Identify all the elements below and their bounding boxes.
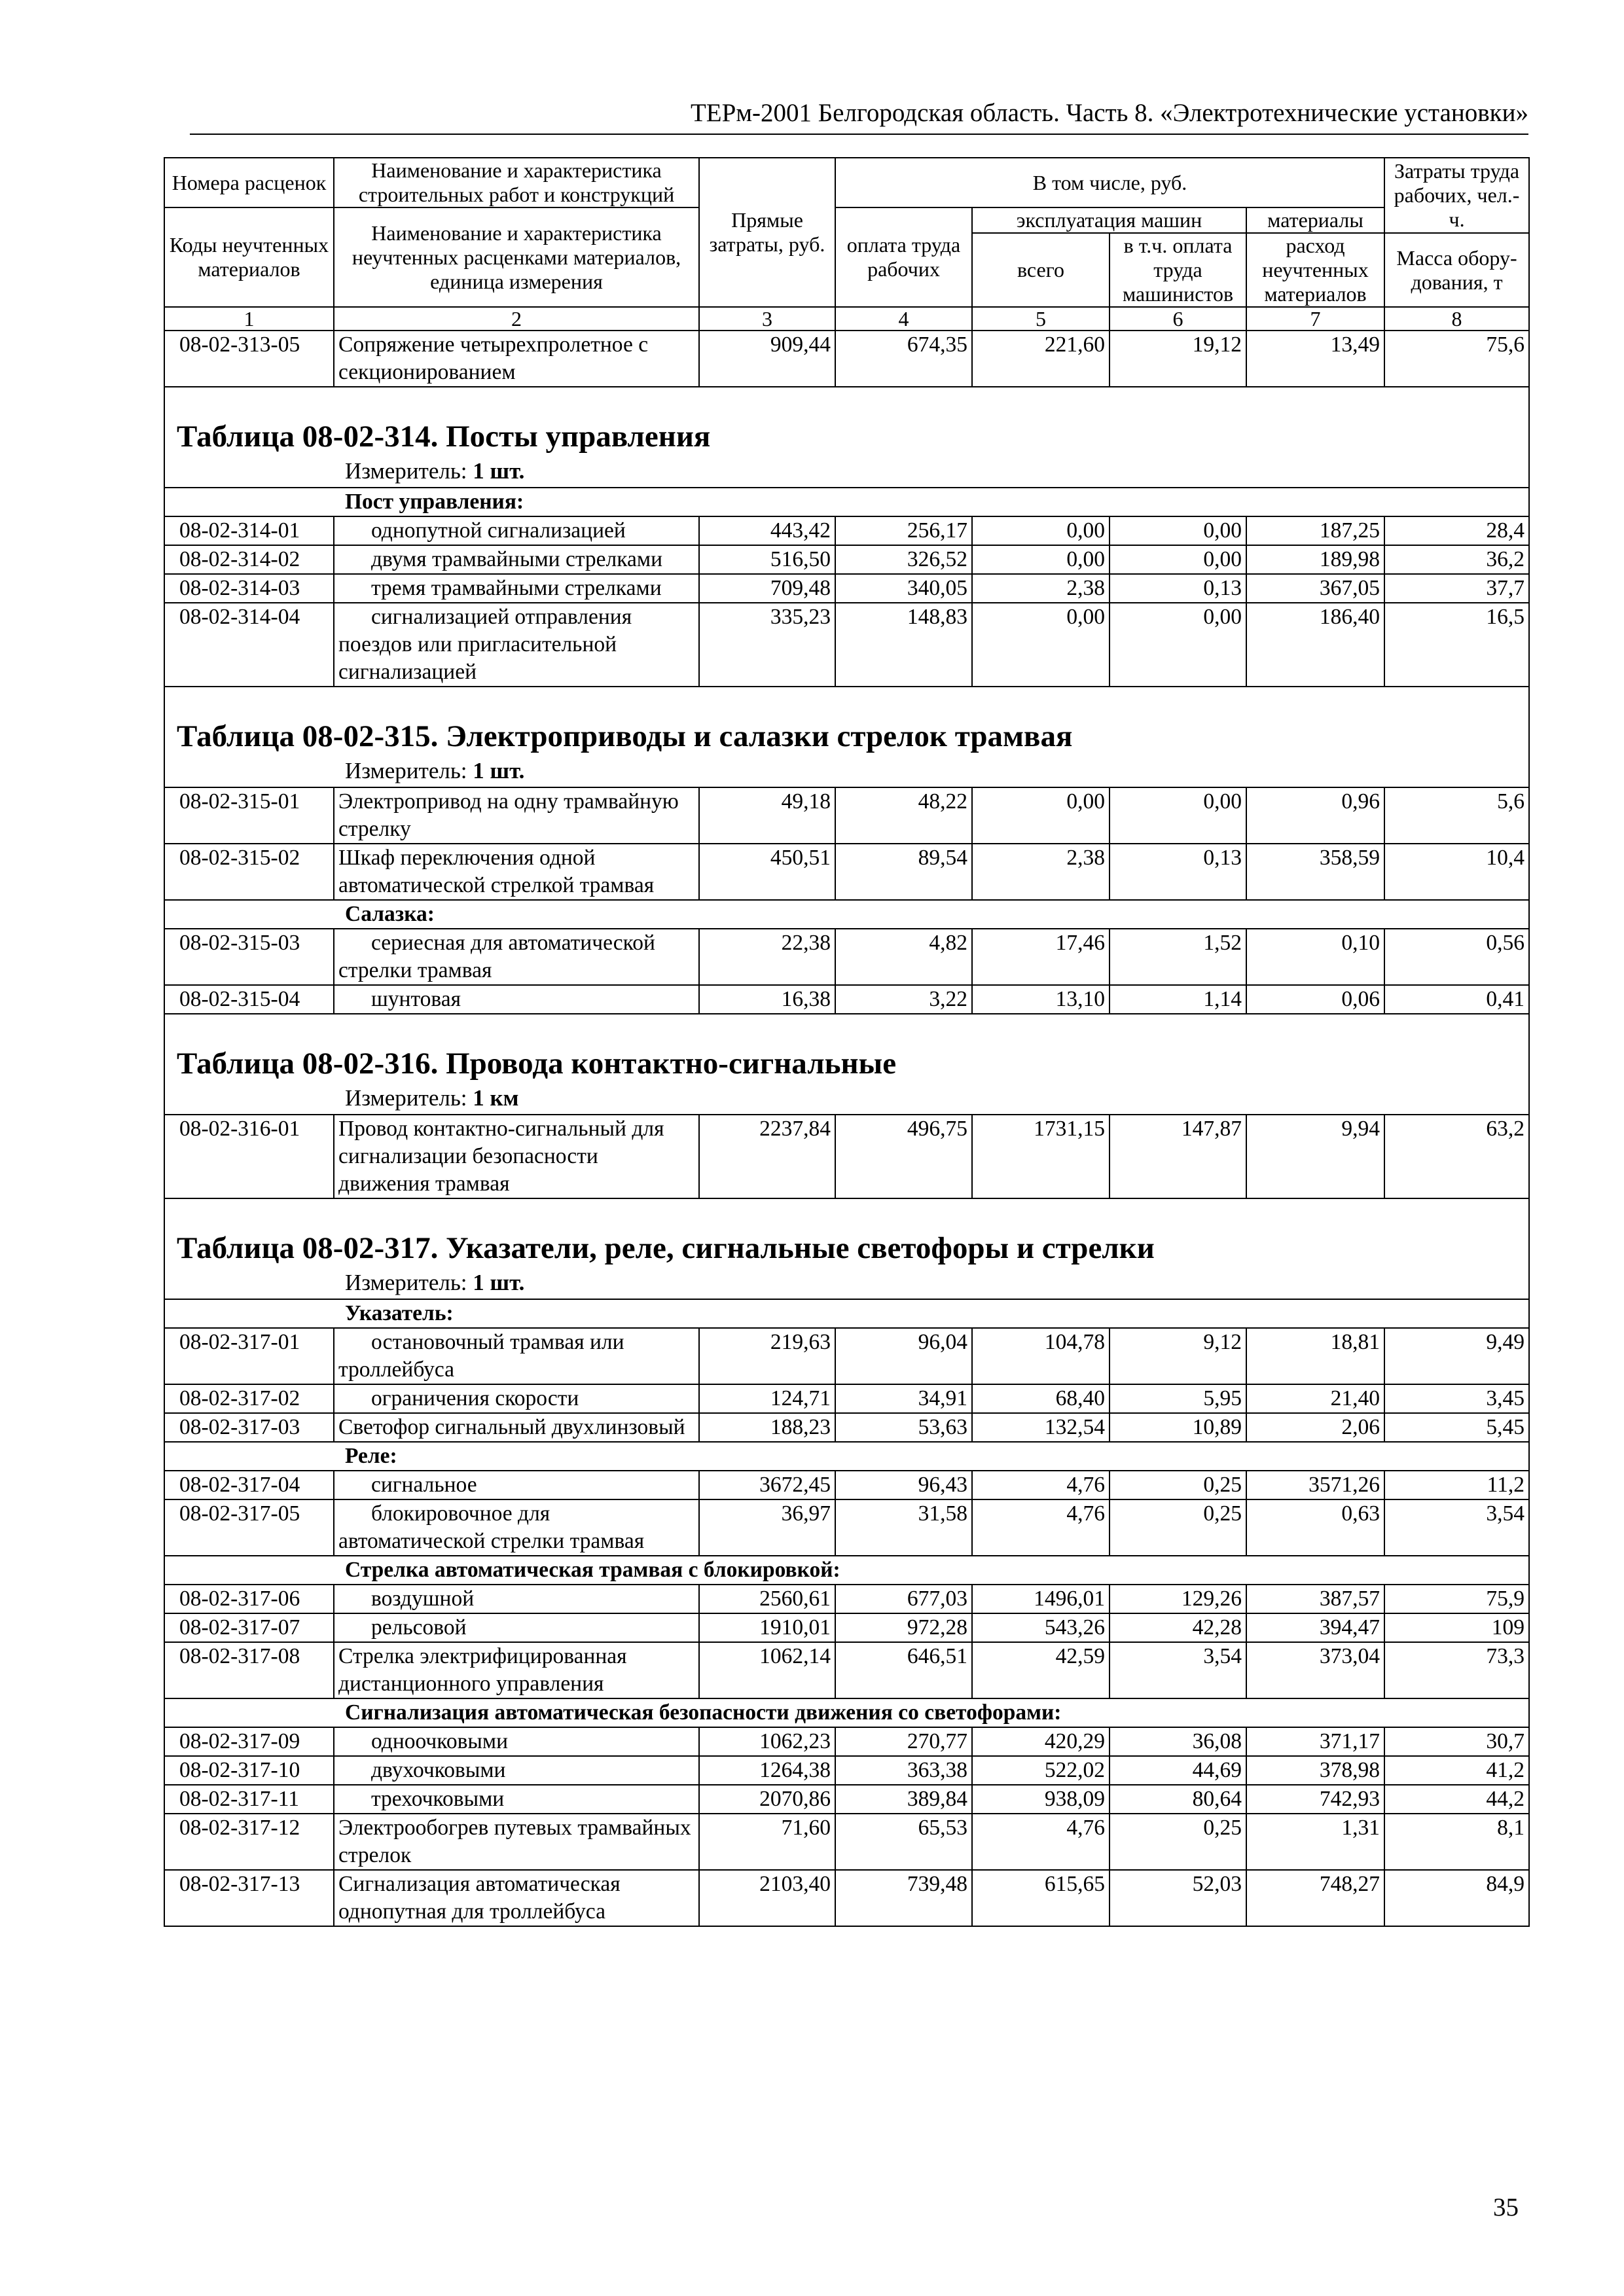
rate-row [164,929,1529,985]
rate-row [164,844,1529,900]
section-title-row [164,713,1529,755]
rate-code: 08-02-315-01 [164,787,334,844]
direct-cost-value: 2070,86 [699,1785,835,1814]
machinists-cost-value: 5,95 [1110,1384,1246,1413]
section-unit-cell [164,1267,1529,1299]
group-row [164,1556,1529,1585]
rate-code: 08-02-317-13 [164,1870,334,1926]
hdr-col2-bottom: Наименование и характеристика неучтенных расценками материалов, единица измерения [334,207,699,307]
rate-name: сигнальное [334,1471,699,1499]
unit-label: Измеритель: [345,758,467,783]
rate-row [164,1613,1529,1642]
machinists-cost-value: 0,00 [1110,787,1246,844]
machinists-cost-value: 0,13 [1110,574,1246,603]
machines-total-value: 17,46 [972,929,1110,985]
labor-cost-value: 739,48 [835,1870,972,1926]
labor-hours-value: 3,45 [1384,1384,1529,1413]
group-label: Пост управления: [164,488,1529,516]
rate-row [164,787,1529,844]
machinists-cost-value: 0,00 [1110,516,1246,545]
direct-cost-value: 36,97 [699,1499,835,1556]
machinists-cost-value: 0,25 [1110,1471,1246,1499]
hdr-col5: всего [972,233,1110,307]
machines-total-value: 68,40 [972,1384,1110,1413]
rate-row [164,1471,1529,1499]
rate-code: 08-02-317-08 [164,1642,334,1698]
machines-total-value: 522,02 [972,1756,1110,1785]
group-row [164,1299,1529,1328]
machines-total-value: 2,38 [972,844,1110,900]
labor-hours-value: 63,2 [1384,1115,1529,1198]
rate-name: сигнализацией отправления поездов или пригласительной сигнализацией [334,603,699,687]
spacer-cell [164,1014,1529,1041]
rate-name: Шкаф переключения одной автоматической стрелкой трамвая [334,844,699,900]
materials-value: 0,06 [1246,985,1384,1014]
section-title: Таблица 08-02-316. Провода контактно-сигнальные [177,1047,897,1081]
direct-cost-value: 1264,38 [699,1756,835,1785]
machinists-cost-value: 0,00 [1110,545,1246,574]
rate-row [164,1870,1529,1926]
labor-cost-value: 96,04 [835,1328,972,1384]
rate-row [164,545,1529,574]
section-title: Таблица 08-02-315. Электроприводы и салазки стрелок трамвая [177,719,1073,753]
rate-code: 08-02-317-01 [164,1328,334,1384]
direct-cost-value: 1062,23 [699,1727,835,1756]
direct-cost-value: 22,38 [699,929,835,985]
rate-name: Сигнализация автоматическая однопутная для троллейбуса [334,1870,699,1926]
machinists-cost-value: 0,13 [1110,844,1246,900]
machines-total-value: 543,26 [972,1613,1110,1642]
rate-code: 08-02-314-04 [164,603,334,687]
section-title-cell [164,1041,1529,1083]
hdr-col2-top: Наименование и характеристика строительных работ и конструкций [334,158,699,207]
rate-code: 08-02-317-05 [164,1499,334,1556]
labor-hours-value: 0,41 [1384,985,1529,1014]
rate-name: Провод контактно-сигнальный для сигнализации безопасности движения трамвая [334,1115,699,1198]
hdr-incl: В том числе, руб. [835,158,1384,207]
machines-total-value: 13,10 [972,985,1110,1014]
machinists-cost-value: 9,12 [1110,1328,1246,1384]
rate-code: 08-02-315-03 [164,929,334,985]
rate-row [164,1585,1529,1613]
machines-total-value: 2,38 [972,574,1110,603]
direct-cost-value: 188,23 [699,1413,835,1442]
col-number: 2 [334,307,699,331]
machinists-cost-value: 42,28 [1110,1613,1246,1642]
machinists-cost-value: 0,00 [1110,603,1246,687]
labor-hours-value: 9,49 [1384,1328,1529,1384]
direct-cost-value: 516,50 [699,545,835,574]
machinists-cost-value: 129,26 [1110,1585,1246,1613]
unit-line [165,755,1528,787]
materials-value: 358,59 [1246,844,1384,900]
labor-cost-value: 89,54 [835,844,972,900]
machinists-cost-value: 1,52 [1110,929,1246,985]
rate-name: рельсовой [334,1613,699,1642]
rate-name: Светофор сигнальный двухлинзовый [334,1413,699,1442]
machinists-cost-value: 10,89 [1110,1413,1246,1442]
labor-hours-value: 30,7 [1384,1727,1529,1756]
direct-cost-value: 709,48 [699,574,835,603]
rate-code: 08-02-317-09 [164,1727,334,1756]
rate-code: 08-02-317-06 [164,1585,334,1613]
materials-value: 373,04 [1246,1642,1384,1698]
unit-line [165,1083,1528,1114]
rate-code: 08-02-317-03 [164,1413,334,1442]
labor-hours-value: 3,54 [1384,1499,1529,1556]
materials-value: 9,94 [1246,1115,1384,1198]
direct-cost-value: 219,63 [699,1328,835,1384]
rate-name: тремя трамвайными стрелками [334,574,699,603]
col-number: 7 [1246,307,1384,331]
materials-value: 0,10 [1246,929,1384,985]
section-unit-cell [164,1083,1529,1115]
section-unit-row [164,1267,1529,1299]
section-title-cell [164,713,1529,755]
direct-cost-value: 1910,01 [699,1613,835,1642]
section-title-row [164,1225,1529,1267]
rate-code: 08-02-317-02 [164,1384,334,1413]
materials-value: 742,93 [1246,1785,1384,1814]
labor-cost-value: 53,63 [835,1413,972,1442]
section-unit-cell [164,456,1529,488]
machines-total-value: 1731,15 [972,1115,1110,1198]
rate-name: Электрообогрев путевых трамвайных стрелок [334,1814,699,1870]
machines-total-value: 0,00 [972,545,1110,574]
rate-code: 08-02-317-10 [164,1756,334,1785]
labor-hours-value: 10,4 [1384,844,1529,900]
section-title-cell [164,1225,1529,1267]
section-unit-row [164,456,1529,488]
col-number: 1 [164,307,334,331]
materials-value: 748,27 [1246,1870,1384,1926]
rate-code: 08-02-316-01 [164,1115,334,1198]
labor-cost-value: 34,91 [835,1384,972,1413]
hdr-col4: оплата труда рабочих [835,207,972,307]
labor-cost-value: 646,51 [835,1642,972,1698]
col-number: 8 [1384,307,1529,331]
rate-name: Стрелка электрифицированная дистанционного управления [334,1642,699,1698]
machinists-cost-value: 19,12 [1110,331,1246,387]
labor-hours-value: 16,5 [1384,603,1529,687]
section-spacer [164,1198,1529,1225]
rate-code: 08-02-315-04 [164,985,334,1014]
hdr-col3: Прямые затраты, руб. [699,158,835,307]
labor-cost-value: 389,84 [835,1785,972,1814]
machines-total-value: 104,78 [972,1328,1110,1384]
rate-name: блокировочное для автоматической стрелки трамвая [334,1499,699,1556]
materials-value: 3571,26 [1246,1471,1384,1499]
materials-value: 21,40 [1246,1384,1384,1413]
machinists-cost-value: 1,14 [1110,985,1246,1014]
labor-cost-value: 256,17 [835,516,972,545]
section-unit-row [164,1083,1529,1115]
labor-cost-value: 972,28 [835,1613,972,1642]
unit-value: 1 шт. [473,458,525,484]
direct-cost-value: 335,23 [699,603,835,687]
rate-code: 08-02-314-01 [164,516,334,545]
materials-value: 13,49 [1246,331,1384,387]
labor-cost-value: 31,58 [835,1499,972,1556]
unit-value: 1 шт. [473,1270,525,1295]
rate-row [164,1756,1529,1785]
direct-cost-value: 1062,14 [699,1642,835,1698]
direct-cost-value: 124,71 [699,1384,835,1413]
labor-cost-value: 496,75 [835,1115,972,1198]
hdr-col6: в т.ч. оплата труда машинистов [1110,233,1246,307]
section-unit-row [164,755,1529,787]
rate-row [164,1642,1529,1698]
rate-row [164,603,1529,687]
section-title-row [164,1041,1529,1083]
rate-row [164,985,1529,1014]
rate-code: 08-02-317-11 [164,1785,334,1814]
labor-hours-value: 5,45 [1384,1413,1529,1442]
unit-line [165,1267,1528,1299]
machines-total-value: 0,00 [972,603,1110,687]
hdr-col8-bottom: Масса обору-дования, т [1384,233,1529,307]
direct-cost-value: 443,42 [699,516,835,545]
section-title: Таблица 08-02-317. Указатели, реле, сигнальные светофоры и стрелки [177,1231,1155,1265]
hdr-materials: материалы [1246,207,1384,233]
rate-code: 08-02-313-05 [164,331,334,387]
labor-cost-value: 96,43 [835,1471,972,1499]
group-label: Реле: [164,1442,1529,1471]
unit-label: Измеритель: [345,458,467,484]
col-number: 6 [1110,307,1246,331]
machinists-cost-value: 80,64 [1110,1785,1246,1814]
labor-cost-value: 674,35 [835,331,972,387]
section-title-row [164,414,1529,456]
machines-total-value: 4,76 [972,1471,1110,1499]
materials-value: 367,05 [1246,574,1384,603]
labor-cost-value: 326,52 [835,545,972,574]
materials-value: 378,98 [1246,1756,1384,1785]
materials-value: 0,96 [1246,787,1384,844]
rate-code: 08-02-317-04 [164,1471,334,1499]
rate-code: 08-02-314-02 [164,545,334,574]
rate-name: ограничения скорости [334,1384,699,1413]
labor-hours-value: 37,7 [1384,574,1529,603]
rate-name: шунтовая [334,985,699,1014]
machinists-cost-value: 36,08 [1110,1727,1246,1756]
rate-row [164,1413,1529,1442]
direct-cost-value: 2103,40 [699,1870,835,1926]
materials-value: 18,81 [1246,1328,1384,1384]
rate-name: Электропривод на одну трамвайную стрелку [334,787,699,844]
direct-cost-value: 71,60 [699,1814,835,1870]
rate-name: сериесная для автоматической стрелки трамвая [334,929,699,985]
hdr-col1-bottom: Коды неучтенных материалов [164,207,334,307]
labor-hours-value: 44,2 [1384,1785,1529,1814]
rate-row [164,1785,1529,1814]
direct-cost-value: 49,18 [699,787,835,844]
group-label: Сигнализация автоматическая безопасности движения со светофорами: [164,1698,1529,1727]
unit-value: 1 шт. [473,758,525,783]
group-row [164,488,1529,516]
labor-cost-value: 148,83 [835,603,972,687]
labor-hours-value: 41,2 [1384,1756,1529,1785]
rate-row [164,1814,1529,1870]
unit-value: 1 км [473,1085,519,1111]
page-number: 35 [1493,2193,1519,2221]
rate-code: 08-02-317-12 [164,1814,334,1870]
materials-value: 371,17 [1246,1727,1384,1756]
direct-cost-value: 16,38 [699,985,835,1014]
machines-total-value: 0,00 [972,516,1110,545]
col-number: 4 [835,307,972,331]
unit-line [165,456,1528,487]
materials-value: 2,06 [1246,1413,1384,1442]
section-unit-cell [164,755,1529,787]
machinists-cost-value: 52,03 [1110,1870,1246,1926]
unit-label: Измеритель: [345,1085,467,1111]
labor-hours-value: 109 [1384,1613,1529,1642]
group-row [164,1442,1529,1471]
materials-value: 0,63 [1246,1499,1384,1556]
labor-cost-value: 65,53 [835,1814,972,1870]
labor-cost-value: 677,03 [835,1585,972,1613]
rate-name: двухочковыми [334,1756,699,1785]
rate-name: воздушной [334,1585,699,1613]
section-title: Таблица 08-02-314. Посты управления [177,420,711,454]
machines-total-value: 938,09 [972,1785,1110,1814]
machinists-cost-value: 0,25 [1110,1499,1246,1556]
rate-name: одноочковыми [334,1727,699,1756]
direct-cost-value: 909,44 [699,331,835,387]
labor-hours-value: 28,4 [1384,516,1529,545]
materials-value: 387,57 [1246,1585,1384,1613]
labor-hours-value: 8,1 [1384,1814,1529,1870]
group-label: Стрелка автоматическая трамвая с блокировкой: [164,1556,1529,1585]
labor-hours-value: 75,6 [1384,331,1529,387]
machines-total-value: 1496,01 [972,1585,1110,1613]
rate-row [164,331,1529,387]
labor-cost-value: 48,22 [835,787,972,844]
materials-value: 189,98 [1246,545,1384,574]
group-row [164,900,1529,929]
unit-label: Измеритель: [345,1270,467,1295]
machinists-cost-value: 147,87 [1110,1115,1246,1198]
rate-row [164,1727,1529,1756]
labor-hours-value: 0,56 [1384,929,1529,985]
machines-total-value: 42,59 [972,1642,1110,1698]
spacer-cell [164,1198,1529,1225]
direct-cost-value: 2560,61 [699,1585,835,1613]
hdr-col1-top: Номера расценок [164,158,334,207]
machines-total-value: 132,54 [972,1413,1110,1442]
section-spacer [164,387,1529,414]
materials-value: 187,25 [1246,516,1384,545]
labor-hours-value: 75,9 [1384,1585,1529,1613]
labor-cost-value: 340,05 [835,574,972,603]
group-row [164,1698,1529,1727]
machines-total-value: 4,76 [972,1814,1110,1870]
col-number: 5 [972,307,1110,331]
machines-total-value: 0,00 [972,787,1110,844]
machinists-cost-value: 0,25 [1110,1814,1246,1870]
rate-code: 08-02-314-03 [164,574,334,603]
labor-cost-value: 4,82 [835,929,972,985]
rate-row [164,1115,1529,1198]
rates-table [164,157,1530,1927]
machinists-cost-value: 44,69 [1110,1756,1246,1785]
rate-name: Сопряжение четырехпролетное с секционированием [334,331,699,387]
section-title-cell [164,414,1529,456]
rate-row [164,1384,1529,1413]
rate-name: остановочный трамвая или троллейбуса [334,1328,699,1384]
machines-total-value: 4,76 [972,1499,1110,1556]
page-header: ТЕРм-2001 Белгородская область. Часть 8. «Электротехнические установки» [190,97,1528,135]
direct-cost-value: 450,51 [699,844,835,900]
rate-code: 08-02-317-07 [164,1613,334,1642]
section-spacer [164,1014,1529,1041]
labor-cost-value: 3,22 [835,985,972,1014]
direct-cost-value: 2237,84 [699,1115,835,1198]
materials-value: 186,40 [1246,603,1384,687]
labor-hours-value: 5,6 [1384,787,1529,844]
rate-row [164,1499,1529,1556]
rate-row [164,1328,1529,1384]
hdr-machines: эксплуатация машин [972,207,1246,233]
group-label: Указатель: [164,1299,1529,1328]
machines-total-value: 221,60 [972,331,1110,387]
labor-cost-value: 363,38 [835,1756,972,1785]
col-number: 3 [699,307,835,331]
labor-hours-value: 84,9 [1384,1870,1529,1926]
rate-name: двумя трамвайными стрелками [334,545,699,574]
machinists-cost-value: 3,54 [1110,1642,1246,1698]
labor-hours-value: 36,2 [1384,545,1529,574]
rate-row [164,574,1529,603]
labor-hours-value: 11,2 [1384,1471,1529,1499]
rate-name: однопутной сигнализацией [334,516,699,545]
materials-value: 1,31 [1246,1814,1384,1870]
spacer-cell [164,687,1529,713]
hdr-col8-top: Затраты труда рабочих, чел.-ч. [1384,158,1529,233]
machines-total-value: 615,65 [972,1870,1110,1926]
hdr-col7: расход неучтенных материалов [1246,233,1384,307]
labor-hours-value: 73,3 [1384,1642,1529,1698]
group-label: Салазка: [164,900,1529,929]
rate-row [164,516,1529,545]
section-spacer [164,687,1529,713]
rate-name: трехочковыми [334,1785,699,1814]
machines-total-value: 420,29 [972,1727,1110,1756]
materials-value: 394,47 [1246,1613,1384,1642]
spacer-cell [164,387,1529,414]
labor-cost-value: 270,77 [835,1727,972,1756]
rate-code: 08-02-315-02 [164,844,334,900]
direct-cost-value: 3672,45 [699,1471,835,1499]
